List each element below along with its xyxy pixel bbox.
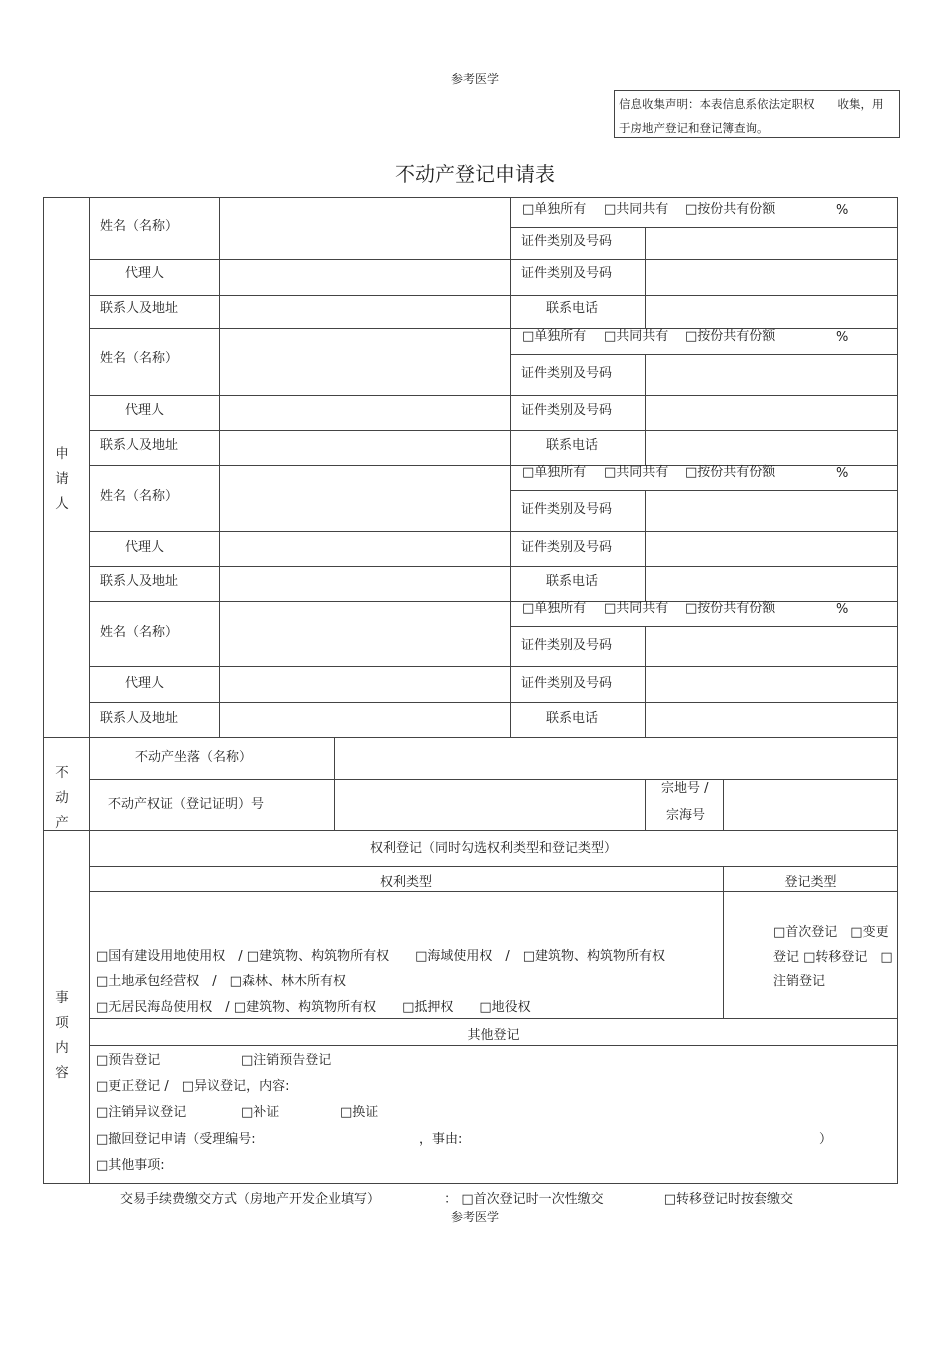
other-registration-header: 其他登记 — [467, 1028, 520, 1043]
id-value-divider — [645, 626, 646, 737]
id-label: 证件类别及号码 — [521, 638, 613, 653]
contact-label: 联系人及地址 — [100, 711, 179, 726]
ownership-sole-checkbox[interactable]: □单独所有 — [522, 202, 587, 217]
phone-label: 联系电话 — [546, 574, 599, 589]
name-label: 姓名（名称） — [100, 625, 179, 640]
name-label: 姓名（名称） — [100, 351, 179, 366]
line — [89, 465, 898, 466]
line — [89, 666, 898, 667]
contact-label: 联系人及地址 — [100, 438, 179, 453]
property-section-label-2: 产 — [55, 815, 81, 831]
pre-registration-checkbox[interactable]: □预告登记 — [96, 1053, 161, 1068]
ownership-joint-checkbox[interactable]: □共同共有 — [604, 329, 669, 344]
applicant-col-divider-1 — [219, 198, 220, 737]
contact-label: 联系人及地址 — [100, 301, 179, 316]
fee-option-first[interactable]: □首次登记时一次性缴交 — [461, 1192, 604, 1207]
line — [510, 626, 898, 627]
line — [510, 354, 898, 355]
notice-line-2: 于房地产登记和登记簿查询。 — [619, 121, 769, 135]
applicant-section-label-1: 申 请 — [55, 446, 81, 487]
line — [89, 295, 898, 296]
line — [510, 490, 898, 491]
line — [89, 259, 898, 260]
fee-option-transfer[interactable]: □转移登记时按套缴交 — [663, 1192, 794, 1207]
parcel-label-left — [645, 779, 646, 830]
line — [89, 430, 898, 431]
header-top-label: 参考医学 — [450, 72, 499, 86]
agent-label: 代理人 — [125, 676, 165, 691]
id-value-divider — [645, 354, 646, 465]
matters-section-label-1: 事 项 — [55, 990, 81, 1031]
footer-bottom-label: 参考医学 — [450, 1210, 499, 1224]
phone-label: 联系电话 — [546, 711, 599, 726]
line — [89, 566, 898, 567]
line — [44, 737, 898, 738]
property-label-divider — [334, 737, 335, 830]
fee-payment-note — [120, 1188, 793, 1207]
correction-objection-checkbox[interactable]: □更正登记 / □异议登记，内容: — [96, 1079, 290, 1094]
rights-type-header: 权利类型 — [379, 875, 432, 890]
fee-label: 交易手续费缴交方式（房地产开发企业填写） — [120, 1192, 381, 1207]
ownership-share-checkbox[interactable]: □按份共有份额 — [685, 601, 776, 616]
line — [89, 601, 898, 602]
agent-id-label: 证件类别及号码 — [521, 403, 613, 418]
contact-label: 联系人及地址 — [100, 574, 179, 589]
applicant-section-label-2: 人 — [55, 496, 81, 512]
rights-options-line-3[interactable]: □无居民海岛使用权 / □建筑物、构筑物所有权 □抵押权 □地役权 — [96, 1000, 531, 1015]
name-label: 姓名（名称） — [100, 489, 179, 504]
cancel-objection-checkbox[interactable]: □注销异议登记 — [96, 1105, 187, 1120]
ownership-sole-checkbox[interactable]: □单独所有 — [522, 465, 587, 480]
percent-sign: % — [836, 330, 849, 345]
ownership-share-checkbox[interactable]: □按份共有份额 — [685, 329, 776, 344]
rights-registration-header: 权利登记（同时勾选权利类型和登记类型） — [369, 841, 617, 856]
agent-label: 代理人 — [125, 540, 165, 555]
info-collection-notice — [614, 90, 900, 138]
line — [44, 830, 898, 831]
parcel-label-2: 宗海号 — [666, 808, 706, 823]
line — [89, 891, 898, 892]
phone-value-divider — [645, 295, 646, 328]
name-label: 姓名（名称） — [100, 219, 179, 234]
agent-label: 代理人 — [125, 266, 165, 281]
registration-form — [43, 197, 898, 1184]
reg-type-line-3[interactable]: 注销登记 — [773, 974, 826, 989]
line — [89, 1045, 898, 1046]
id-label: 证件类别及号码 — [521, 502, 613, 517]
ownership-sole-checkbox[interactable]: □单独所有 — [522, 329, 587, 344]
reg-type-header: 登记类型 — [784, 875, 837, 890]
line — [89, 1018, 898, 1019]
agent-label: 代理人 — [125, 403, 165, 418]
id-label: 证件类别及号码 — [521, 234, 613, 249]
line — [510, 227, 898, 228]
property-section-label — [47, 761, 89, 836]
parcel-label-1: 宗地号 / — [661, 781, 709, 796]
agent-id-label: 证件类别及号码 — [521, 676, 613, 691]
ownership-share-checkbox[interactable]: □按份共有份额 — [685, 465, 776, 480]
id-label: 证件类别及号码 — [521, 366, 613, 381]
phone-label: 联系电话 — [546, 438, 599, 453]
ownership-joint-checkbox[interactable]: □共同共有 — [604, 202, 669, 217]
line — [89, 395, 898, 396]
line — [89, 779, 898, 780]
percent-sign: % — [836, 602, 849, 617]
applicant-section-label — [47, 442, 89, 517]
ownership-joint-checkbox[interactable]: □共同共有 — [604, 601, 669, 616]
ownership-joint-checkbox[interactable]: □共同共有 — [604, 465, 669, 480]
agent-id-label: 证件类别及号码 — [521, 540, 613, 555]
fee-separator: ： — [444, 1192, 458, 1207]
property-section-label-1: 不 动 — [55, 765, 81, 806]
percent-sign: % — [836, 203, 849, 218]
cancel-pre-registration-checkbox[interactable]: □注销预告登记 — [241, 1053, 332, 1068]
reg-type-line-2[interactable]: 登记 □转移登记 □ — [773, 950, 893, 965]
id-value-divider — [645, 227, 646, 295]
reissue-checkbox[interactable]: □补证 — [241, 1105, 280, 1120]
parcel-label-right — [723, 779, 724, 830]
rights-options-line-2[interactable]: □土地承包经营权 / □森林、林木所有权 — [96, 974, 346, 989]
cert-number-label: 不动产权证（登记证明）号 — [108, 797, 265, 812]
line — [89, 866, 898, 867]
applicant-col-divider-2 — [510, 198, 511, 737]
withdraw-application-checkbox[interactable]: □撤回登记申请（受理编号: — [96, 1132, 256, 1147]
line — [89, 328, 898, 329]
line — [89, 531, 898, 532]
withdraw-close-paren: ） — [819, 1132, 833, 1147]
matters-section-label-2: 内 容 — [55, 1040, 81, 1081]
notice-line-1: 信息收集声明：本表信息系依法定职权 收集，用 — [619, 97, 884, 111]
id-value-divider — [645, 490, 646, 601]
replace-cert-checkbox[interactable]: □换证 — [340, 1105, 379, 1120]
ownership-sole-checkbox[interactable]: □单独所有 — [522, 601, 587, 616]
ownership-share-checkbox[interactable]: □按份共有份额 — [685, 202, 776, 217]
rights-options-line-1[interactable]: □国有建设用地使用权 / □建筑物、构筑物所有权 □海域使用权 / □建筑物、构筑物所有权 — [96, 949, 666, 964]
percent-sign: % — [836, 466, 849, 481]
line — [89, 702, 898, 703]
other-matters-checkbox[interactable]: □其他事项: — [96, 1158, 165, 1173]
location-label: 不动产坐落（名称） — [135, 750, 253, 765]
reg-type-line-1[interactable]: □首次登记 □变更 — [773, 925, 889, 940]
agent-id-label: 证件类别及号码 — [521, 266, 613, 281]
page-title: 不动产登记申请表 — [395, 162, 555, 186]
phone-label: 联系电话 — [546, 301, 599, 316]
withdraw-reason-label: ，事由: — [419, 1132, 463, 1147]
matters-section-label — [47, 986, 89, 1086]
